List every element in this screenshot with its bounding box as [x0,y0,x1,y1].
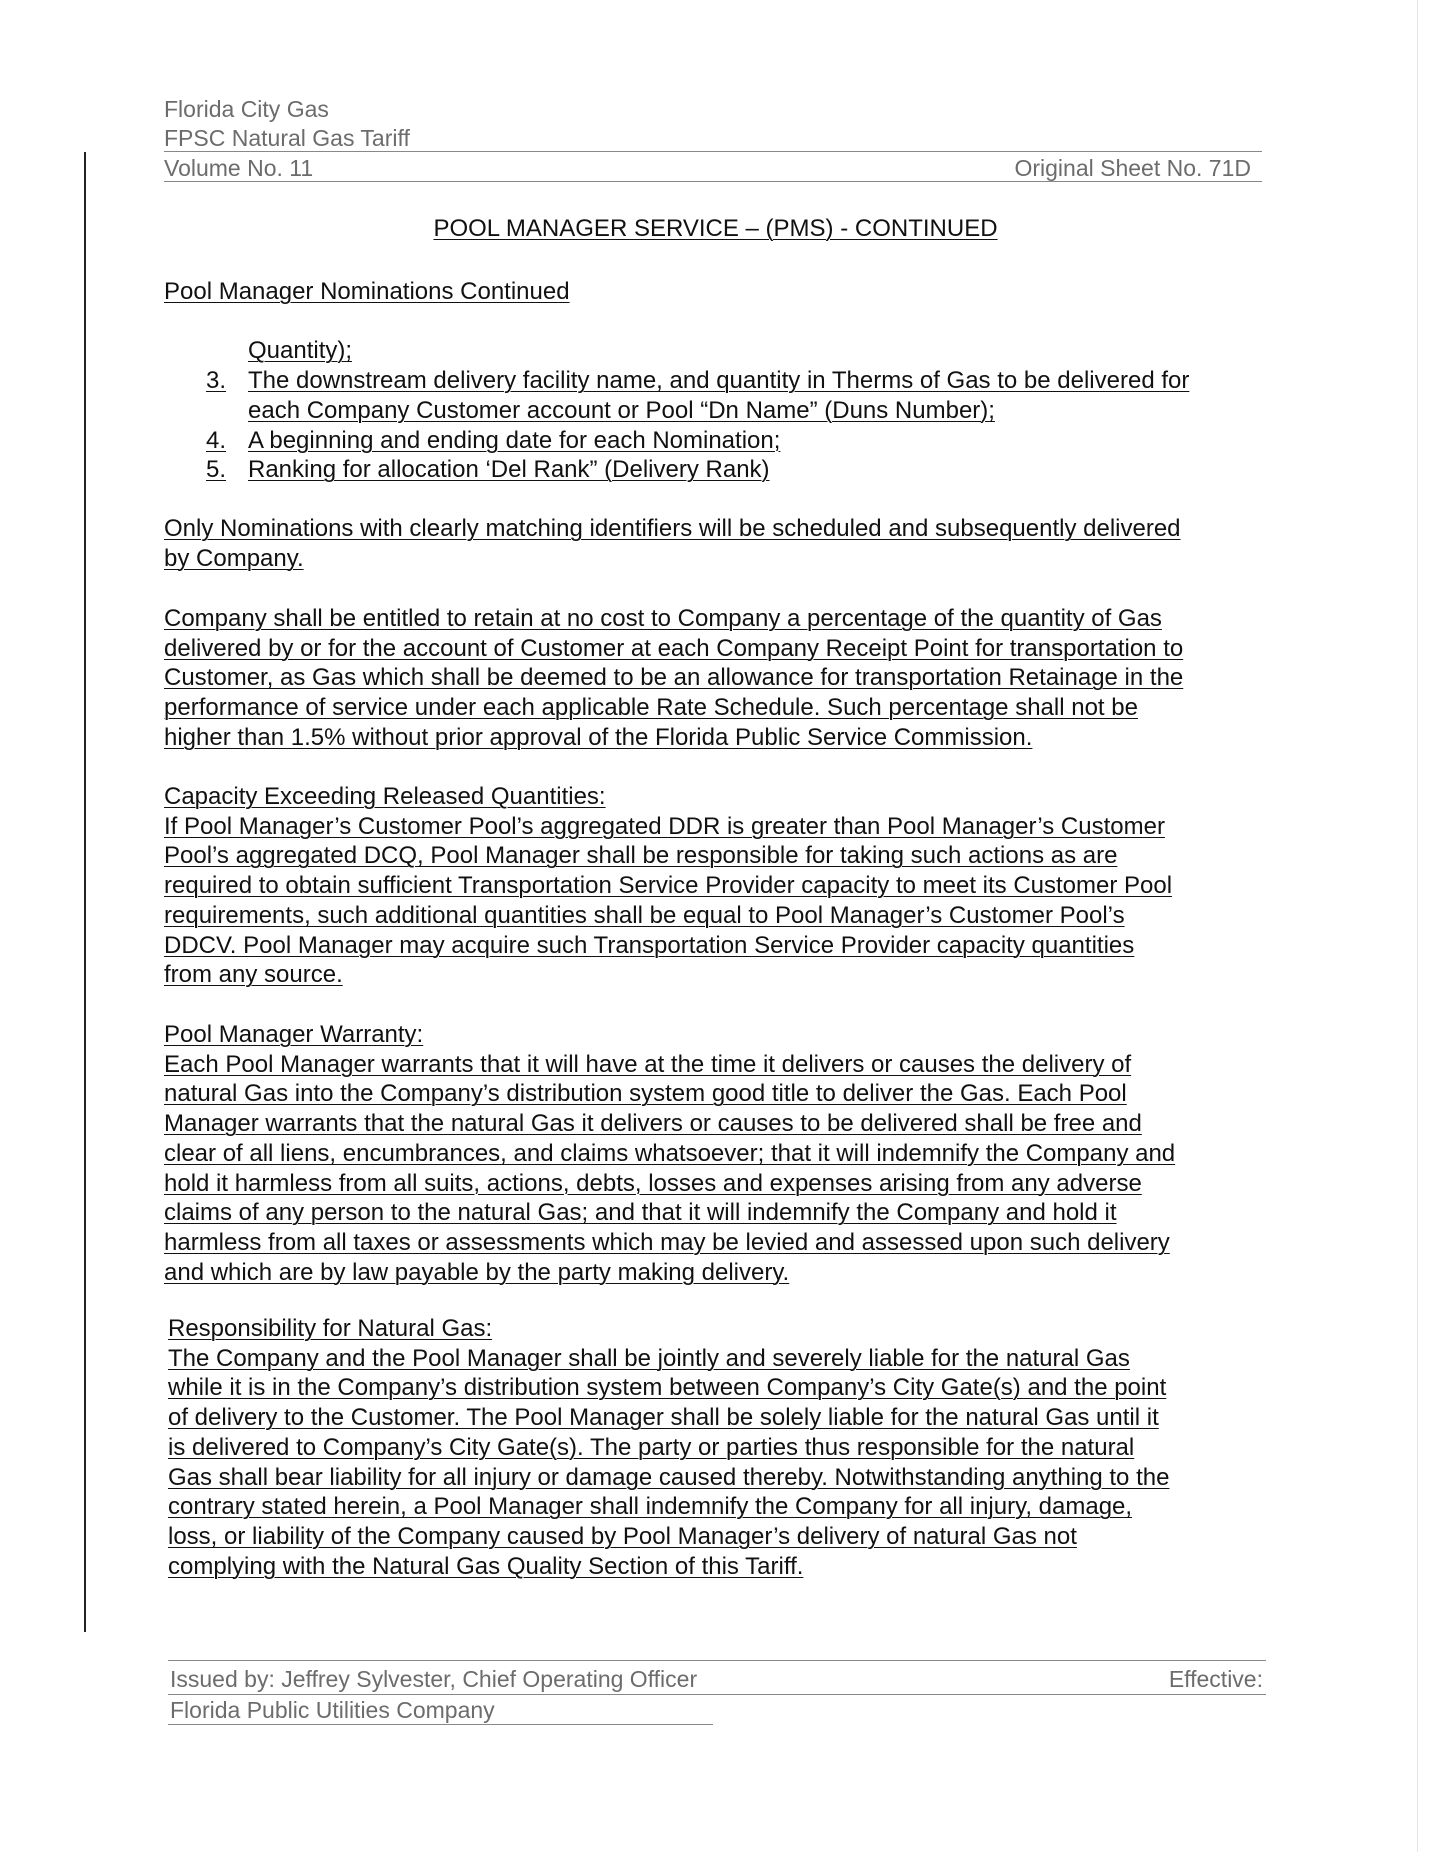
header-rule-top [164,151,1262,152]
paragraph-line: Only Nominations with clearly matching identifiers will be scheduled and subsequently delivered [164,515,1181,542]
list-item-number: 3. [206,367,227,395]
nominations-heading: Pool Manager Nominations Continued [164,278,570,305]
page-edge [1417,0,1418,1852]
warranty-heading: Pool Manager Warranty: [164,1021,424,1048]
list-item-number: 4. [206,426,227,454]
footer-rule-middle [168,1694,1266,1695]
footer-rule-bottom [168,1724,713,1725]
nominations-continuation: Quantity); [248,337,353,365]
retainage-paragraph [164,604,1259,753]
list-item-line: The downstream delivery facility name, and quantity in Therms of Gas to be delivered for [248,367,1190,395]
footer-issued-by: Issued by: Jeffrey Sylvester, Chief Operating Officer [170,1666,698,1692]
paragraph-line: delivered by or for the account of Customer at each Company Receipt Point for transportation to [164,634,1184,662]
capacity-section [164,782,1259,990]
responsibility-section [168,1314,1263,1581]
paragraph-line: Customer, as Gas which shall be deemed to be an allowance for transportation Retainage in the [164,664,1184,692]
header-rule-bottom [164,181,1262,182]
paragraph-line: while it is in the Company’s distribution system between Company’s City Gate(s) and the point [168,1374,1167,1402]
responsibility-heading: Responsibility for Natural Gas: [168,1315,493,1342]
nominations-section [164,277,1259,485]
footer-company: Florida Public Utilities Company [170,1697,495,1723]
list-item-line: Ranking for allocation ‘Del Rank” (Delivery Rank) [248,456,770,484]
footer-rule-top [168,1660,1266,1661]
paragraph-line: complying with the Natural Gas Quality Section of this Tariff. [168,1552,804,1580]
paragraph-line: requirements, such additional quantities shall be equal to Pool Manager’s Customer Pool’s [164,901,1125,929]
page-title: POOL MANAGER SERVICE – (PMS) - CONTINUED [433,215,998,242]
paragraph-line: Gas shall bear liability for all injury or damage caused thereby. Notwithstanding anything to the [168,1463,1170,1491]
header-sheet-number: Original Sheet No. 71D [1014,155,1251,181]
paragraph-line: natural Gas into the Company’s distribution system good title to deliver the Gas. Each Pool [164,1080,1127,1108]
paragraph-line: higher than 1.5% without prior approval of the Florida Public Service Commission. [164,723,1033,751]
paragraph-line: of delivery to the Customer. The Pool Manager shall be solely liable for the natural Gas until it [168,1404,1159,1432]
list-item-line: A beginning and ending date for each Nomination; [248,426,781,454]
paragraph-line: claims of any person to the natural Gas; and that it will indemnify the Company and hold it [164,1199,1117,1227]
paragraph-line: is delivered to Company’s City Gate(s). The party or parties thus responsible for the natural [168,1433,1135,1461]
list-item-line: each Company Customer account or Pool “Dn Name” (Duns Number); [248,396,995,424]
paragraph-line: by Company. [164,544,304,572]
list-item [164,366,1259,425]
revision-margin-bar [84,152,86,1632]
paragraph-line: loss, or liability of the Company caused by Pool Manager’s delivery of natural Gas not [168,1522,1077,1550]
warranty-section [164,1020,1259,1287]
paragraph-line: required to obtain sufficient Transportation Service Provider capacity to meet its Customer Pool [164,872,1173,900]
paragraph-line: If Pool Manager’s Customer Pool’s aggregated DDR is greater than Pool Manager’s Customer [164,812,1165,840]
paragraph-line: Each Pool Manager warrants that it will have at the time it delivers or causes the delivery of [164,1050,1132,1078]
matching-paragraph [164,514,1259,573]
paragraph-line: DDCV. Pool Manager may acquire such Transportation Service Provider capacity quantities [164,931,1135,959]
paragraph-line: hold it harmless from all suits, actions, debts, losses and expenses arising from any adverse [164,1169,1142,1197]
paragraph-line: clear of all liens, encumbrances, and claims whatsoever; that it will indemnify the Company and [164,1139,1176,1167]
list-item [164,426,1259,456]
header-tariff: FPSC Natural Gas Tariff [164,125,410,151]
paragraph-line: Manager warrants that the natural Gas it delivers or causes to be delivered shall be free and [164,1110,1142,1138]
list-item [164,455,1259,485]
paragraph-line: The Company and the Pool Manager shall be jointly and severely liable for the natural Gas [168,1344,1130,1372]
capacity-heading: Capacity Exceeding Released Quantities: [164,783,606,810]
paragraph-line: and which are by law payable by the party making delivery. [164,1258,790,1286]
paragraph-line: performance of service under each applicable Rate Schedule. Such percentage shall not be [164,694,1138,722]
paragraph-line: contrary stated herein, a Pool Manager shall indemnify the Company for all injury, damage, [168,1493,1133,1521]
header-volume: Volume No. 11 [164,155,314,181]
paragraph-line: Pool’s aggregated DCQ, Pool Manager shall be responsible for taking such actions as are [164,842,1118,870]
paragraph-line: from any source. [164,961,343,989]
list-item-number: 5. [206,456,227,484]
paragraph-line: harmless from all taxes or assessments which may be levied and assessed upon such delivery [164,1228,1170,1256]
footer-effective: Effective: [1168,1666,1263,1692]
header-company: Florida City Gas [164,96,329,122]
paragraph-line: Company shall be entitled to retain at no cost to Company a percentage of the quantity of Gas [164,605,1162,632]
